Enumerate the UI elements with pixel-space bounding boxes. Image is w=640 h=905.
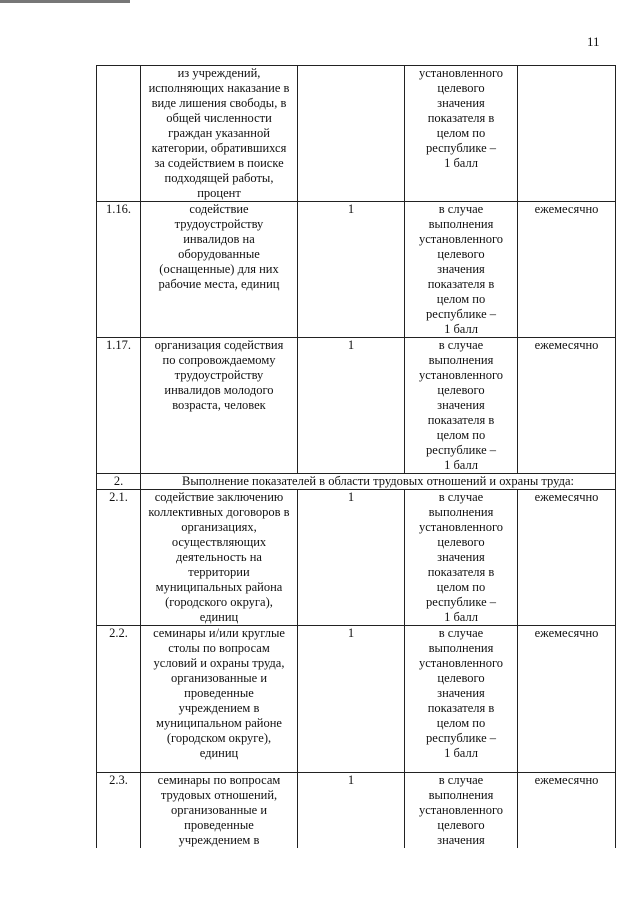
row-number-cell: 2.1.: [97, 490, 141, 626]
section-number-cell: 2.: [97, 474, 141, 490]
indicator-cell: семинары по вопросам трудовых отношений, организованные и проведенные учреждением в: [141, 773, 298, 849]
value-cell: 1: [298, 338, 405, 474]
page-number: 11: [587, 34, 600, 49]
frequency-cell: ежемесячно: [518, 773, 616, 849]
indicator-cell: из учреждений, исполняющих наказание в виде лишения свободы, в общей численности граждан указанной категории, обратившихся за содействием в поиске подходящей работы, процент: [141, 66, 298, 202]
condition-cell: в случае выполнения установленного целевого значения показателя в целом по республике – 1 балл: [405, 338, 518, 474]
frequency-cell: ежемесячно: [518, 202, 616, 338]
value-cell: 1: [298, 626, 405, 773]
section-row: [97, 474, 616, 490]
value-cell: 1: [298, 202, 405, 338]
indicator-cell: содействие заключению коллективных договоров в организациях, осуществляющих деятельность на территории муниципальных района (городского округа), единиц: [141, 490, 298, 626]
indicators-table: [96, 65, 616, 848]
condition-cell: установленного целевого значения показателя в целом по республике – 1 балл: [405, 66, 518, 202]
condition-cell: в случае выполнения установленного целевого значения показателя в целом по республике – 1 балл: [405, 490, 518, 626]
row-number-cell: 1.17.: [97, 338, 141, 474]
condition-cell: в случае выполнения установленного целевого значения показателя в целом по республике – 1 балл: [405, 626, 518, 773]
row-number-cell: 1.16.: [97, 202, 141, 338]
table-row: [97, 773, 616, 849]
condition-cell: в случае выполнения установленного целевого значения показателя в целом по республике – 1 балл: [405, 202, 518, 338]
table-row: [97, 490, 616, 626]
frequency-cell: ежемесячно: [518, 338, 616, 474]
top-rule: [0, 0, 130, 3]
table-row: [97, 66, 616, 202]
section-title: Выполнение показателей в области трудовых отношений и охраны труда:: [141, 474, 616, 490]
frequency-cell: ежемесячно: [518, 490, 616, 626]
table-row: [97, 626, 616, 773]
indicator-cell: семинары и/или круглые столы по вопросам условий и охраны труда, организованные и проведенные учреждением в муниципальном районе (городском округе), единиц: [141, 626, 298, 773]
table-row: [97, 202, 616, 338]
frequency-cell: ежемесячно: [518, 626, 616, 773]
indicator-cell: организация содействия по сопровождаемому трудоустройству инвалидов молодого возраста, человек: [141, 338, 298, 474]
value-cell: [298, 66, 405, 202]
row-number-cell: 2.3.: [97, 773, 141, 849]
frequency-cell: [518, 66, 616, 202]
row-number-cell: [97, 66, 141, 202]
table-row: [97, 338, 616, 474]
value-cell: 1: [298, 773, 405, 849]
condition-cell: в случае выполнения установленного целевого значения: [405, 773, 518, 849]
row-number-cell: 2.2.: [97, 626, 141, 773]
value-cell: 1: [298, 490, 405, 626]
indicator-cell: содействие трудоустройству инвалидов на оборудованные (оснащенные) для них рабочие места, единиц: [141, 202, 298, 338]
